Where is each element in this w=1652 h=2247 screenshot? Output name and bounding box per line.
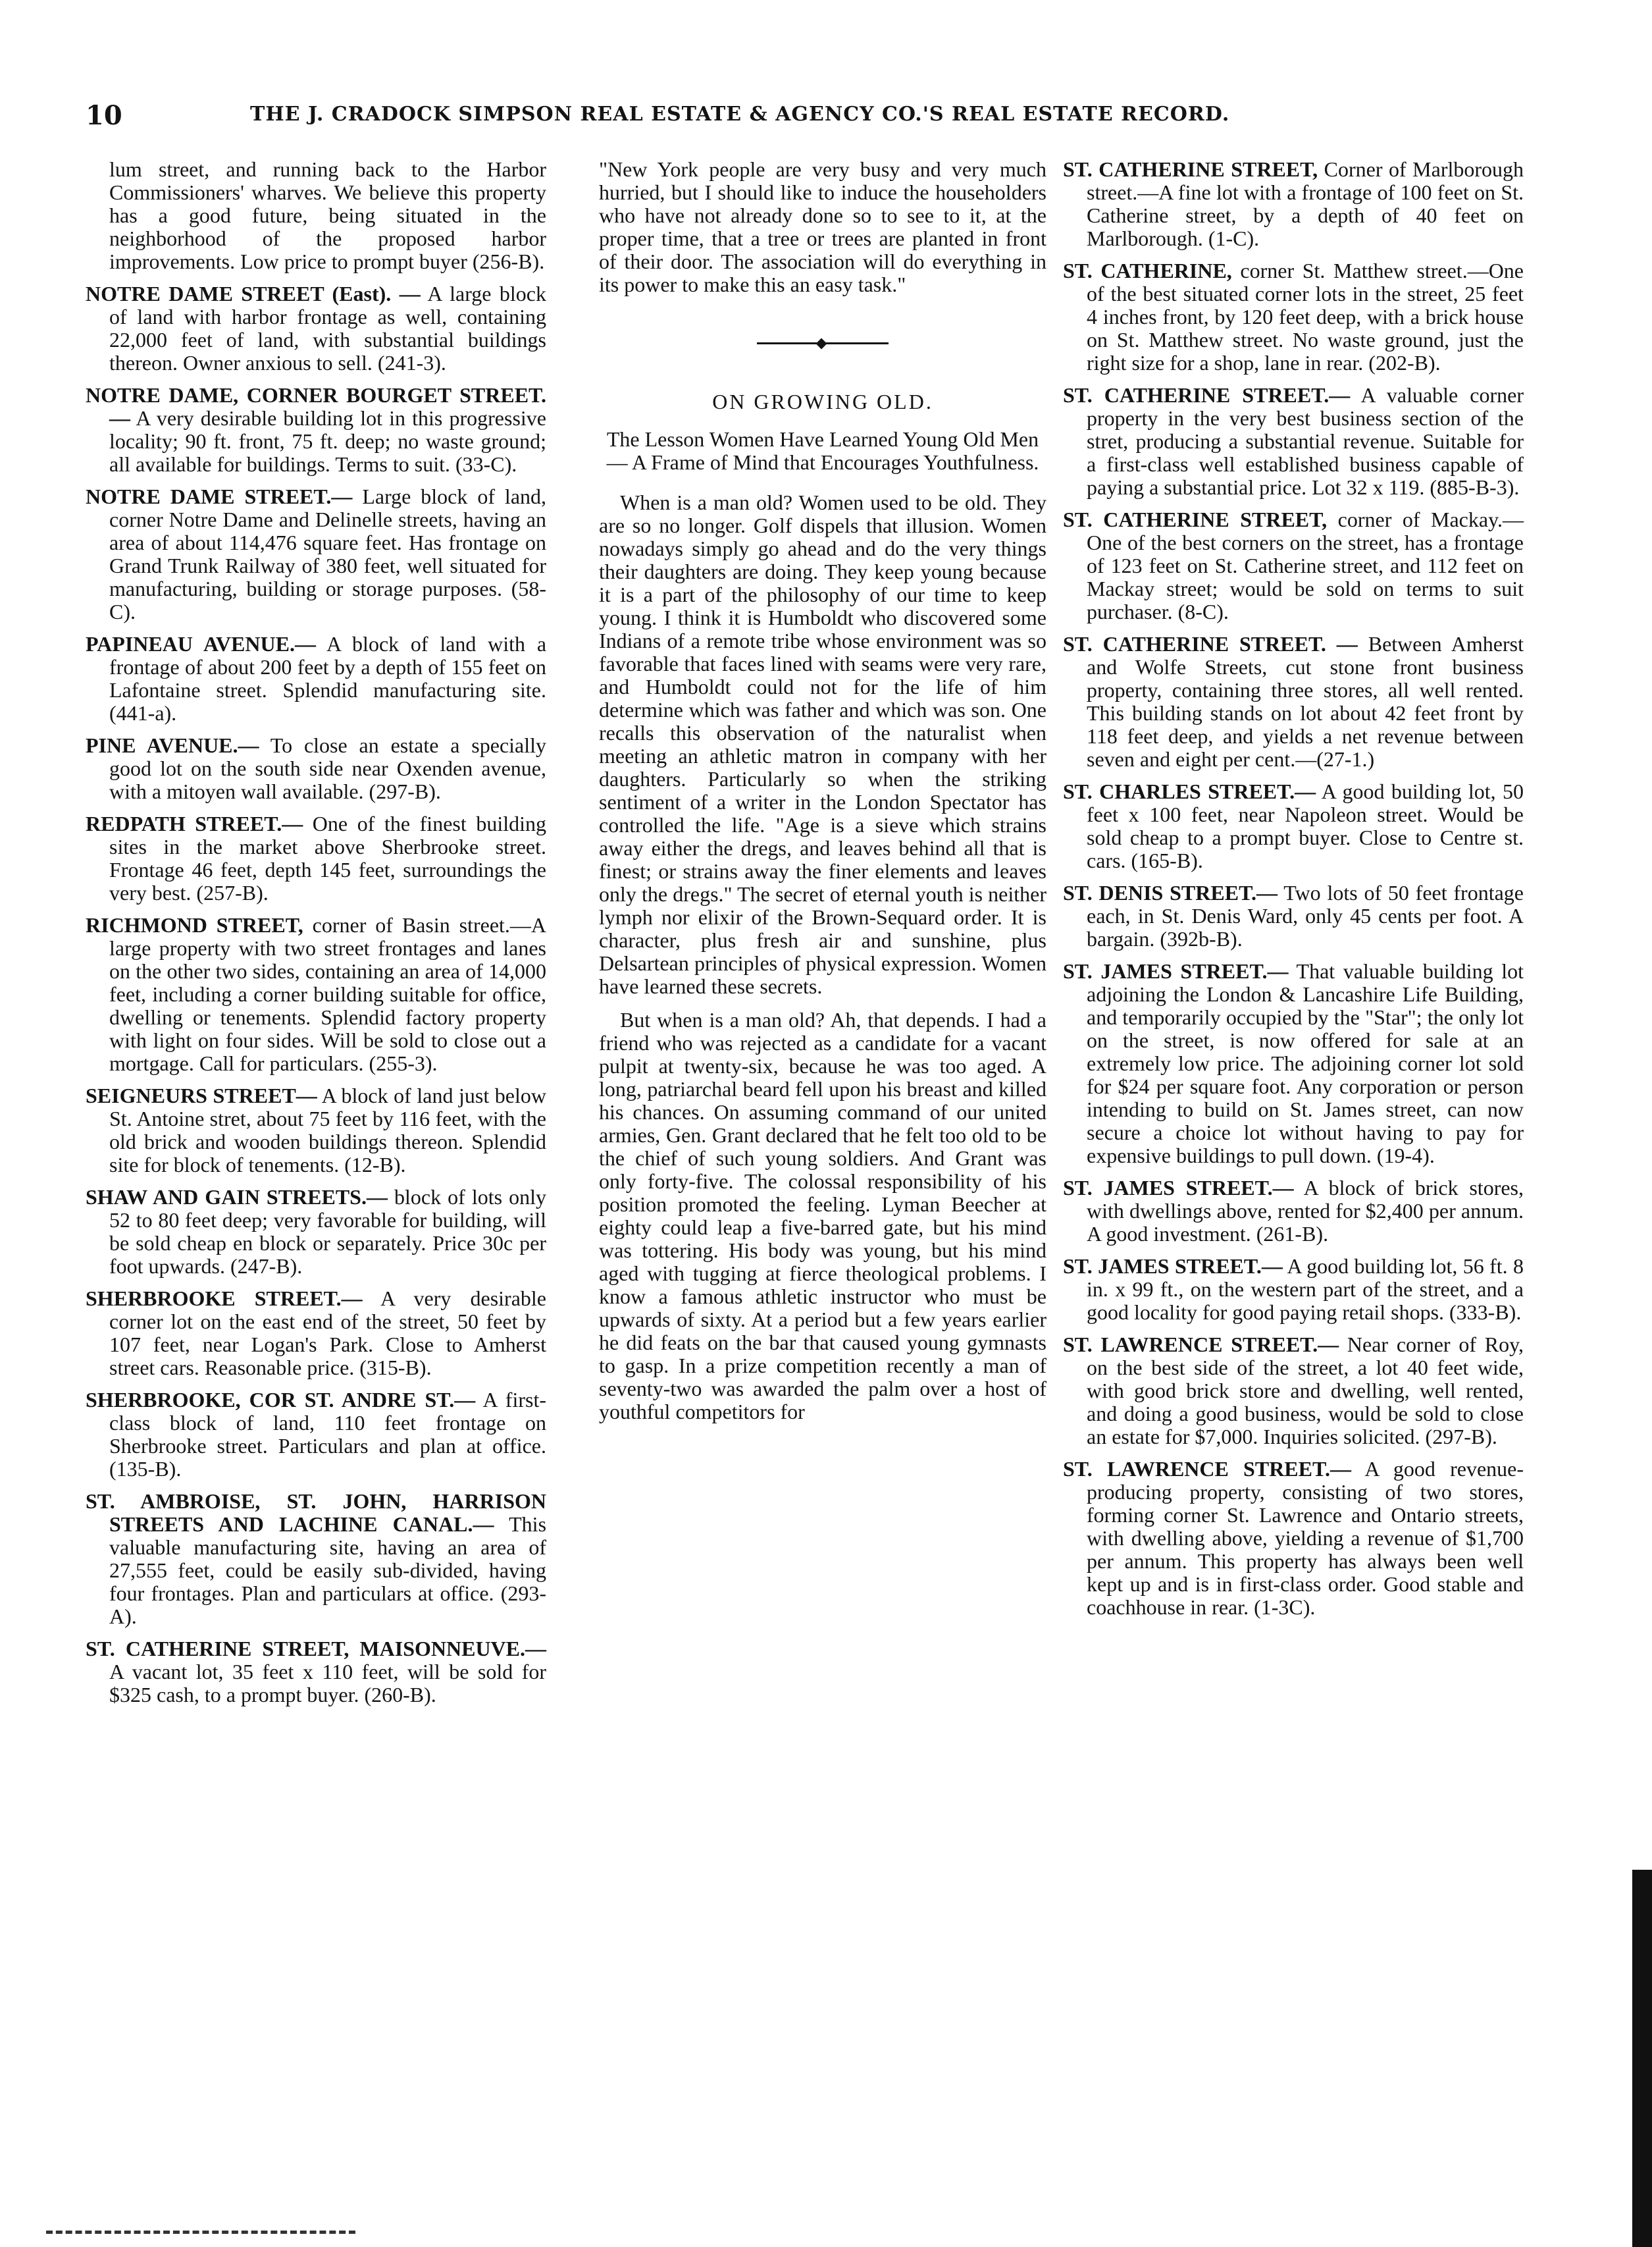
- listing-text: A very desirable corner lot on the east end of the street, 50 feet by 107 feet, near Logan's Park. Close to Amherst street cars. Reasonable price. (315-B).: [109, 1286, 547, 1379]
- listing-entry: [86, 485, 546, 623]
- listing-text: Two lots of 50 feet frontage each, in St. Denis Ward, only 45 cents per foot. A bargain. (392b-B).: [1087, 881, 1524, 951]
- column-2: [599, 158, 1046, 1434]
- listing-text: A good building lot, 56 ft. 8 in. x 99 ft., on the western part of the street, and a good locality for good paying retail shops. (333-B).: [1087, 1254, 1524, 1324]
- listing-text: A block of brick stores, with dwellings above, rented for $2,400 per annum. A good investment. (261-B).: [1087, 1176, 1524, 1246]
- listing-heading: SEIGNEURS STREET—: [86, 1084, 317, 1107]
- listing-entry: [86, 1388, 546, 1481]
- listing-entry: [86, 812, 546, 905]
- listing-entry: [1063, 1333, 1524, 1448]
- listing-entry: [86, 1490, 546, 1628]
- listing-text: A good revenue-producing property, consisting of two stores, forming corner St. Lawrence and Ontario streets, with dwelling above, yielding a revenue of $1,700 per annum. This property has always been well kept up and is in first-class order. Good stable and coachhouse in rear. (1-3C).: [1087, 1457, 1524, 1619]
- listing-heading: ST. AMBROISE, ST. JOHN, HARRISON STREETS AND LACHINE CANAL.—: [86, 1489, 546, 1536]
- listing-heading: ST. LAWRENCE STREET.—: [1063, 1457, 1351, 1481]
- listing-text: A block of land just below St. Antoine stret, about 75 feet by 116 feet, with the old brick and wooden buildings thereon. Splendid site for block of tenements. (12-B).: [109, 1084, 547, 1176]
- listing-text: corner of Basin street.—A large property with two street frontages and lanes on the other two sides, containing an area of 14,000 feet, including a corner building suitable for office, dwelling or tenements. Splendid factory property with light on four sides. Will be sold to close out a mortgage. Call for particulars. (255-3).: [109, 913, 547, 1075]
- listing-entry: [86, 1084, 546, 1176]
- listing-text: block of lots only 52 to 80 feet deep; very favorable for building, will be sold cheap en block or separately. Price 30c per foot upwards. (247-B).: [109, 1185, 547, 1278]
- listing-entry: [1063, 633, 1524, 771]
- listing-heading: PINE AVENUE.—: [86, 733, 259, 757]
- listing-entry: [1063, 158, 1524, 250]
- listing-heading: ST. DENIS STREET.—: [1063, 881, 1278, 905]
- listing-entry: [86, 633, 546, 725]
- article-paragraph-1: When is a man old? Women used to be old. They are so no longer. Golf dispels that illusion. Women nowadays simply go ahead and do the very things their daughters are doing. They keep young because it is a part of the philosophy of our time to keep young. I think it is Humboldt who discovered some Indians of a remote tribe whose environment was so favorable that faces lined with seams were very rare, and Humboldt could not for the life of him determine which was father and which was son. One recalls this observation of the naturalist when meeting an athletic matron in company with her daughters. Particularly so when the striking sentiment of a writer in the London Spectator has controlled the life. "Age is a sieve which strains away either the dregs, and leaves behind all that is finest; or strains away the finer elements and leaves only the dregs." The secret of eternal youth is neither lymph nor elixir of the Brown-Sequard order. It is character, plus fresh air and sunshine, plus Delsartean principles of physical expression. Women have learned these secrets.: [599, 490, 1046, 998]
- listing-text: A block of land with a frontage of about 200 feet by a depth of 155 feet on Lafontaine street. Splendid manufacturing site. (441-a).: [109, 632, 547, 725]
- listing-heading: ST. CHARLES STREET.—: [1063, 780, 1316, 803]
- listing-heading: ST. CATHERINE STREET,: [1063, 508, 1328, 531]
- listing-heading: ST. JAMES STREET.—: [1063, 1176, 1294, 1200]
- listing-entry: [1063, 1458, 1524, 1619]
- listing-text: corner of Mackay.—One of the best corners on the street, has a frontage of 123 feet on St. Catherine street, and 112 feet on Mackay street; would be sold on terms to suit purchaser. (8-C).: [1087, 508, 1524, 623]
- listing-heading: ST. CATHERINE STREET,: [1063, 157, 1318, 181]
- listing-text: Corner of Marlborough street.—A fine lot with a frontage of 100 feet on St. Catherine street, by a depth of 40 feet on Marlborough. (1-C).: [1087, 157, 1524, 250]
- listing-heading: SHERBROOKE STREET.—: [86, 1286, 363, 1310]
- listing-heading: ST. JAMES STREET.—: [1063, 959, 1289, 983]
- listing-heading: SHERBROOKE, COR ST. ANDRE ST.—: [86, 1388, 476, 1412]
- listing-entry: [86, 734, 546, 803]
- listing-entry: [1063, 780, 1524, 872]
- listing-heading: ST. LAWRENCE STREET.—: [1063, 1333, 1339, 1356]
- listing-entry: [86, 158, 546, 273]
- scan-edge-shadow: [1632, 1870, 1652, 2247]
- listing-entry: [1063, 1255, 1524, 1324]
- listing-entry: [1063, 1176, 1524, 1246]
- listing-text: This valuable manufacturing site, having an area of 27,555 feet, could be easily sub-divided, having four frontages. Plan and particulars at office. (293-A).: [109, 1512, 547, 1628]
- listing-text: That valuable building lot adjoining the London & Lancashire Life Building, and temporarily occupied by the "Star"; the only lot on the street, is now offered for sale at an extremely low price. The adjoining corner lot sold for $24 per square foot. Any corporation or person intending to build on St. James street, can now secure a choice lot without having to pay for expensive buildings to pull down. (19-4).: [1087, 959, 1524, 1167]
- listing-text: A large block of land with harbor frontage as well, containing 22,000 feet of land, with substantial buildings thereon. Owner anxious to sell. (241-3).: [109, 282, 547, 375]
- listing-entry: [86, 384, 546, 476]
- column-1: [86, 158, 546, 1716]
- listing-heading: REDPATH STREET.—: [86, 812, 303, 835]
- listing-entry: [86, 914, 546, 1075]
- listing-heading: ST. CATHERINE STREET. —: [1063, 632, 1358, 656]
- listing-text: To close an estate a specially good lot on the south side near Oxenden avenue, with a mitoyen wall available. (297-B).: [109, 733, 547, 803]
- article-paragraph-2: But when is a man old? Ah, that depends. I had a friend who was rejected as a candidate for a vacant pulpit at twenty-six, because he was too aged. A long, patriarchal beard fell upon his breast and killed his chances. On assuming command of our united armies, Gen. Grant declared that he felt too old to be the chief of such young soldiers. And Grant was only forty-five. The colossal responsibility of his position promoted the feeling. Lyman Beecher at eighty could leap a five-barred gate, but his mind was tottering. His body was young, but his mind aged with tugging at fierce theological problems. I know a famous athletic instructor who must be upwards of sixty. At a period but a few years earlier he did feats on the bar that caused young gymnasts to gasp. In a prize competition recently a man of seventy-two was awarded the palm over a host of youthful competitors for: [599, 1008, 1046, 1423]
- listing-heading: RICHMOND STREET,: [86, 913, 303, 937]
- listing-text: One of the finest building sites in the market above Sherbrooke street. Frontage 46 feet, depth 145 feet, surroundings the very best. (257-B).: [109, 812, 546, 905]
- listing-entry: [86, 282, 546, 375]
- listing-heading: NOTRE DAME, CORNER BOURGET STREET.—: [86, 383, 546, 430]
- listing-heading: ST. CATHERINE STREET.—: [1063, 383, 1351, 407]
- listing-heading: PAPINEAU AVENUE.—: [86, 632, 316, 656]
- running-title: THE J. CRADOCK SIMPSON REAL ESTATE & AGENCY CO.'S REAL ESTATE RECORD.: [250, 103, 1230, 126]
- listing-text: Large block of land, corner Notre Dame and Delinelle streets, having an area of about 114,476 square feet. Has frontage on Grand Trunk Railway of 380 feet, well situated for manufacturing, building or storage purposes. (58-C).: [109, 485, 547, 623]
- listing-heading: ST. CATHERINE STREET, MAISONNEUVE.—: [86, 1637, 546, 1660]
- listing-text: A good building lot, 50 feet x 100 feet, near Napoleon street. Would be sold cheap to a prompt buyer. Close to Centre st. cars. (165-B).: [1087, 780, 1524, 872]
- listing-entry: [1063, 384, 1524, 499]
- listing-text: lum street, and running back to the Harbor Commissioners' wharves. We believe this property has a good future, being situated in the neighborhood of the proposed harbor improvements. Low price to prompt buyer (256-B).: [109, 157, 546, 273]
- page-header: [79, 99, 1560, 138]
- article-title: ON GROWING OLD.: [712, 390, 933, 413]
- listing-entry: [86, 1186, 546, 1278]
- listing-entry: [1063, 259, 1524, 375]
- listing-text: A first-class block of land, 110 feet frontage on Sherbrooke street. Particulars and plan at office. (135-B).: [109, 1388, 547, 1481]
- article-deck: The Lesson Women Have Learned Young Old Men— A Frame of Mind that Encourages Youthfulness.: [606, 427, 1039, 474]
- column-3: [1063, 158, 1524, 1628]
- page-number: 10: [86, 100, 122, 131]
- listing-heading: SHAW AND GAIN STREETS.—: [86, 1185, 388, 1209]
- listing-heading: ST. JAMES STREET.—: [1063, 1254, 1283, 1278]
- listing-text: Between Amherst and Wolfe Streets, cut stone front business property, containing three stores, all well rented. This building stands on lot about 42 feet front by 118 feet deep, and yields a net revenue between seven and eight per cent.—(27-1.): [1087, 632, 1524, 771]
- listing-text: corner St. Matthew street.—One of the best situated corner lots in the street, 25 feet 4 inches front, by 120 feet deep, with a brick house on St. Matthew street. No waste ground, just the right size for a shop, lane in rear. (202-B).: [1087, 259, 1524, 375]
- listing-text: A vacant lot, 35 feet x 110 feet, will be sold for $325 cash, to a prompt buyer. (260-B).: [109, 1660, 546, 1706]
- listing-text: A valuable corner property in the very best business section of the stret, producing a substantial revenue. Suitable for a first-class well established business capable of paying a substantial price. Lot 32 x 119. (885-B-3).: [1087, 383, 1524, 499]
- listing-heading: ST. CATHERINE,: [1063, 259, 1232, 282]
- listing-heading: NOTRE DAME STREET (East). —: [86, 282, 421, 305]
- divider-ornament-icon: [816, 338, 827, 350]
- listing-entry: [1063, 960, 1524, 1167]
- listing-heading: NOTRE DAME STREET.—: [86, 485, 353, 508]
- section-divider: [757, 342, 889, 344]
- listing-entry: [86, 1637, 546, 1706]
- listing-text: Near corner of Roy, on the best side of the street, a lot 40 feet wide, with good brick store and dwelling, well rented, and doing a good business, would be sold to close an estate for $7,000. Inquiries solicited. (297-B).: [1087, 1333, 1524, 1448]
- listing-text: A very desirable building lot in this progressive locality; 90 ft. front, 75 ft. deep; no waste ground; all available for buildings. Terms to suit. (33-C).: [109, 406, 547, 476]
- listing-entry: [1063, 882, 1524, 951]
- quoted-paragraph: "New York people are very busy and very much hurried, but I should like to induce the householders who have not already done so to see to it, at the proper time, that a tree or trees are planted in front of their door. The association will do everything in its power to make this an easy task.": [599, 157, 1046, 296]
- listing-entry: [86, 1287, 546, 1379]
- listing-entry: [1063, 508, 1524, 623]
- scan-bottom-rule: [46, 2231, 355, 2234]
